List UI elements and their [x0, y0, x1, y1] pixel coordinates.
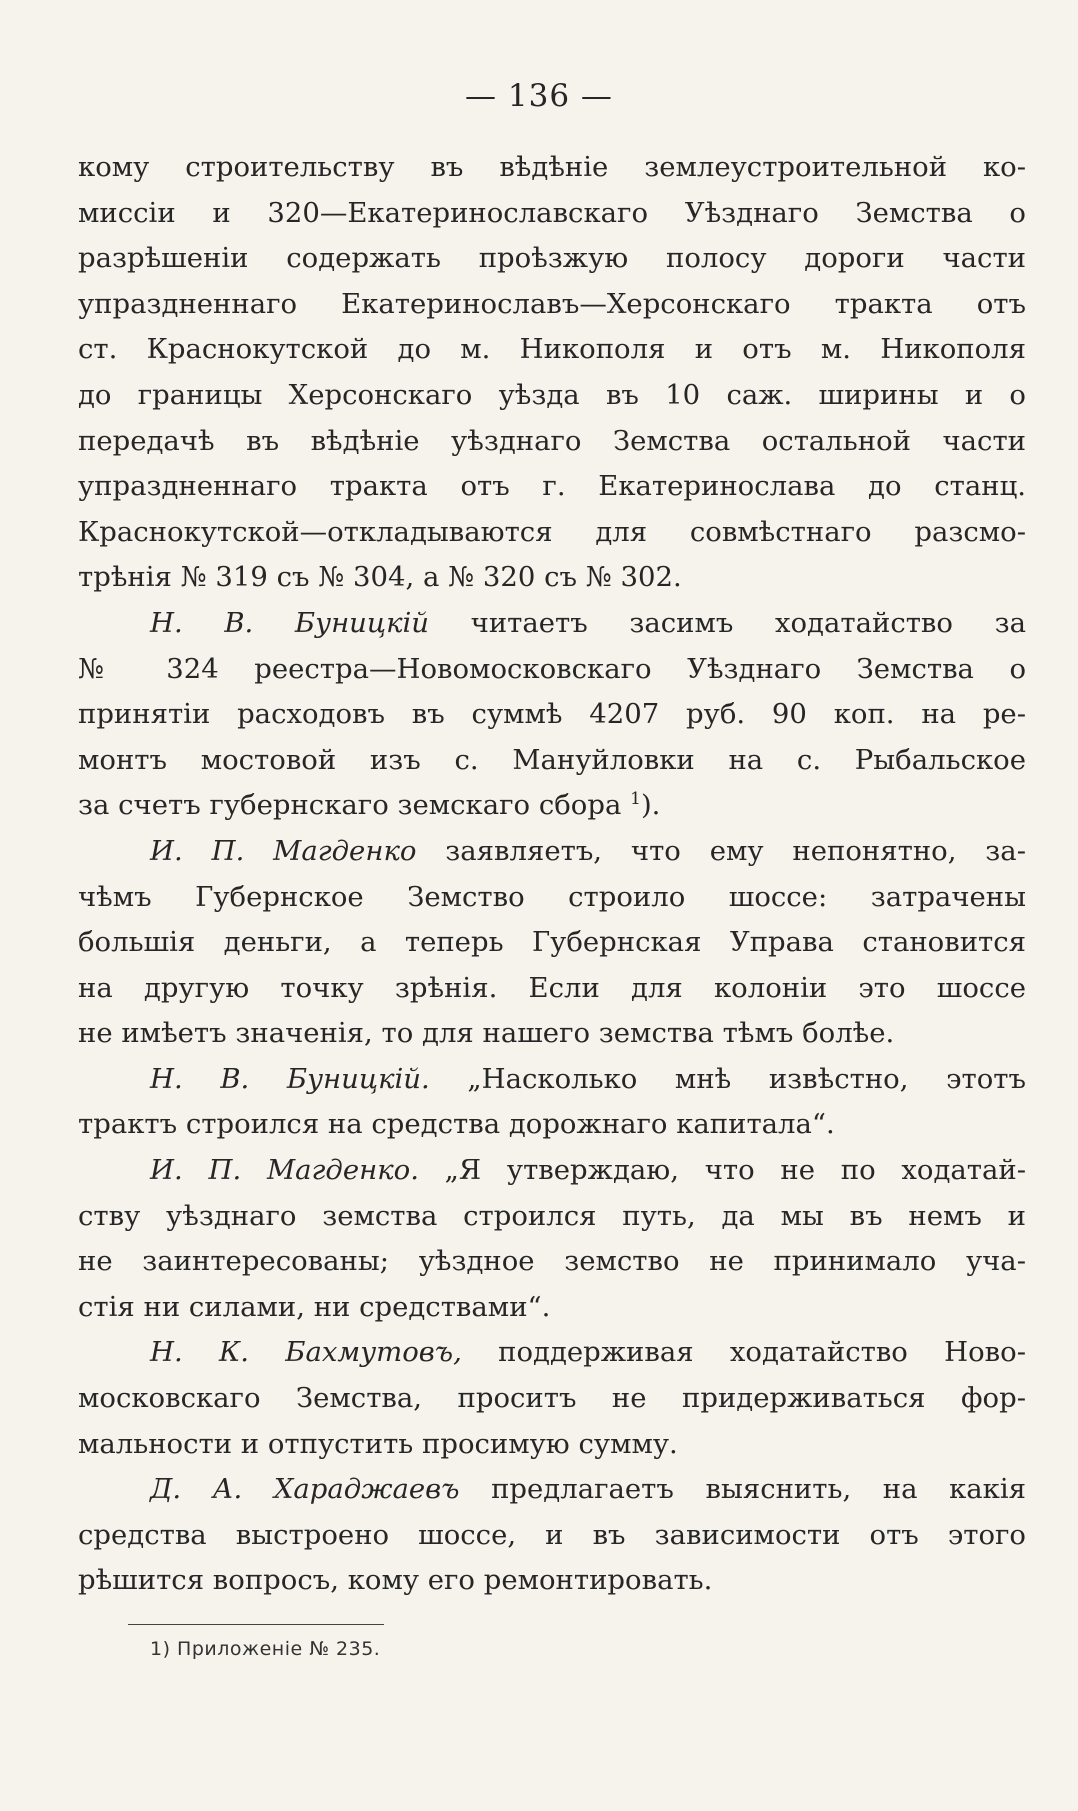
line-text: средства выстроено шоссе, и въ зависимости отъ этого — [78, 1518, 1026, 1551]
footnote: 1) Приложеніе № 235. — [150, 1638, 381, 1660]
line-text: Краснокутской—откладываются для совмѣстнаго разсмо- — [78, 515, 1026, 548]
line-text: не заинтересованы; уѣздное земство не принимало уча- — [78, 1245, 1026, 1278]
text-line — [78, 1239, 1026, 1285]
speaker-name: И. П. Магденко — [150, 834, 417, 867]
line-text: трѣнія № 319 съ № 304, а № 320 съ № 302. — [78, 561, 682, 594]
line-text: за счетъ губернскаго земскаго сбора — [78, 789, 631, 822]
text-line — [78, 920, 1026, 966]
text-line — [78, 510, 1026, 556]
line-text: на другую точку зрѣнія. Если для колоніи это шоссе — [78, 971, 1026, 1004]
speaker-name: Н. В. Буницкій. — [150, 1062, 430, 1095]
line-text: не имѣетъ значенія, то для нашего земства тѣмъ болѣе. — [78, 1017, 895, 1050]
text-line — [78, 1011, 1026, 1057]
line-text: миссіи и 320—Екатеринославскаго Уѣзднаго Земства о — [78, 196, 1026, 229]
line-text: трактъ строился на средства дорожнаго капитала“. — [78, 1108, 835, 1141]
text-line — [78, 1513, 1026, 1559]
speaker-name: Н. К. Бахмутовъ, — [150, 1336, 462, 1369]
text-line — [78, 1148, 1026, 1194]
speaker-name: И. П. Магденко. — [150, 1154, 419, 1187]
text-line — [78, 464, 1026, 510]
line-text: „Я утверждаю, что не по ходатай- — [418, 1154, 1027, 1187]
text-line — [78, 282, 1026, 328]
text-line — [78, 1467, 1026, 1513]
line-text: упраздненнаго Екатеринославъ—Херсонскаго тракта отъ — [78, 287, 1026, 320]
line-text: № 324 реестра—Новомосковскаго Уѣзднаго Земства о — [78, 652, 1026, 685]
text-line — [78, 555, 1026, 601]
line-text: стія ни силами, ни средствами“. — [78, 1290, 551, 1323]
text-line — [78, 419, 1026, 465]
speaker-name: Н. В. Буницкій — [150, 606, 430, 639]
line-text: предлагаетъ выяснить, на какія — [459, 1473, 1026, 1506]
text-line — [78, 601, 1026, 647]
line-text: читаетъ засимъ ходатайство за — [429, 606, 1026, 639]
line-text: московскаго Земства, проситъ не придерживаться фор- — [78, 1382, 1026, 1415]
text-line — [78, 1285, 1026, 1331]
text-line — [78, 692, 1026, 738]
line-text: разрѣшеніи содержать проѣзжую полосу дороги части — [78, 242, 1026, 275]
line-text: до границы Херсонскаго уѣзда въ 10 саж. ширины и о — [78, 378, 1026, 411]
speaker-name: Д. А. Хараджаевъ — [150, 1473, 460, 1506]
text-line — [78, 1194, 1026, 1240]
line-text: чѣмъ Губернское Земство строило шоссе: затрачены — [78, 880, 1026, 913]
line-text: передачѣ въ вѣдѣніе уѣзднаго Земства остальной части — [78, 424, 1026, 457]
text-line — [78, 829, 1026, 875]
text-line — [78, 875, 1026, 921]
line-text: поддерживая ходатайство Ново- — [461, 1336, 1026, 1369]
line-text: большія деньги, а теперь Губернская Управа становится — [78, 926, 1026, 959]
line-text: принятіи расходовъ въ суммѣ 4207 руб. 90 коп. на ре- — [78, 698, 1026, 731]
text-line — [78, 1057, 1026, 1103]
page-number: — 136 — — [465, 78, 613, 114]
line-text: „Насколько мнѣ извѣстно, этотъ — [429, 1062, 1026, 1095]
text-line — [78, 236, 1026, 282]
text-line — [78, 1422, 1026, 1468]
line-text: ству уѣзднаго земства строился путь, да мы въ немъ и — [78, 1199, 1026, 1232]
text-line — [78, 145, 1026, 191]
text-line — [78, 1558, 1026, 1604]
footnote-rule — [128, 1624, 384, 1625]
text-line — [78, 327, 1026, 373]
text-line — [78, 647, 1026, 693]
body-text — [78, 145, 1026, 1604]
line-text: рѣшится вопросъ, кому его ремонтировать. — [78, 1564, 713, 1597]
line-text: заявляетъ, что ему непонятно, за- — [416, 834, 1026, 867]
text-line — [78, 1330, 1026, 1376]
line-text: упраздненнаго тракта отъ г. Екатеринослава до станц. — [78, 470, 1026, 503]
text-line — [78, 1376, 1026, 1422]
line-text: кому строительству въ вѣдѣніе землеустроительной ко- — [78, 151, 1026, 183]
text-line — [78, 373, 1026, 419]
text-line — [78, 966, 1026, 1012]
line-text: монтъ мостовой изъ с. Мануйловки на с. Рыбальское — [78, 743, 1026, 776]
text-line — [78, 738, 1026, 784]
text-line — [78, 783, 1026, 829]
text-line — [78, 1102, 1026, 1148]
footnote-ref: 1 — [630, 789, 641, 810]
text-line — [78, 191, 1026, 237]
line-text-after: ). — [640, 789, 661, 822]
line-text: ст. Краснокутской до м. Никополя и отъ м. Никополя — [78, 333, 1026, 366]
line-text: мальности и отпустить просимую сумму. — [78, 1427, 678, 1460]
